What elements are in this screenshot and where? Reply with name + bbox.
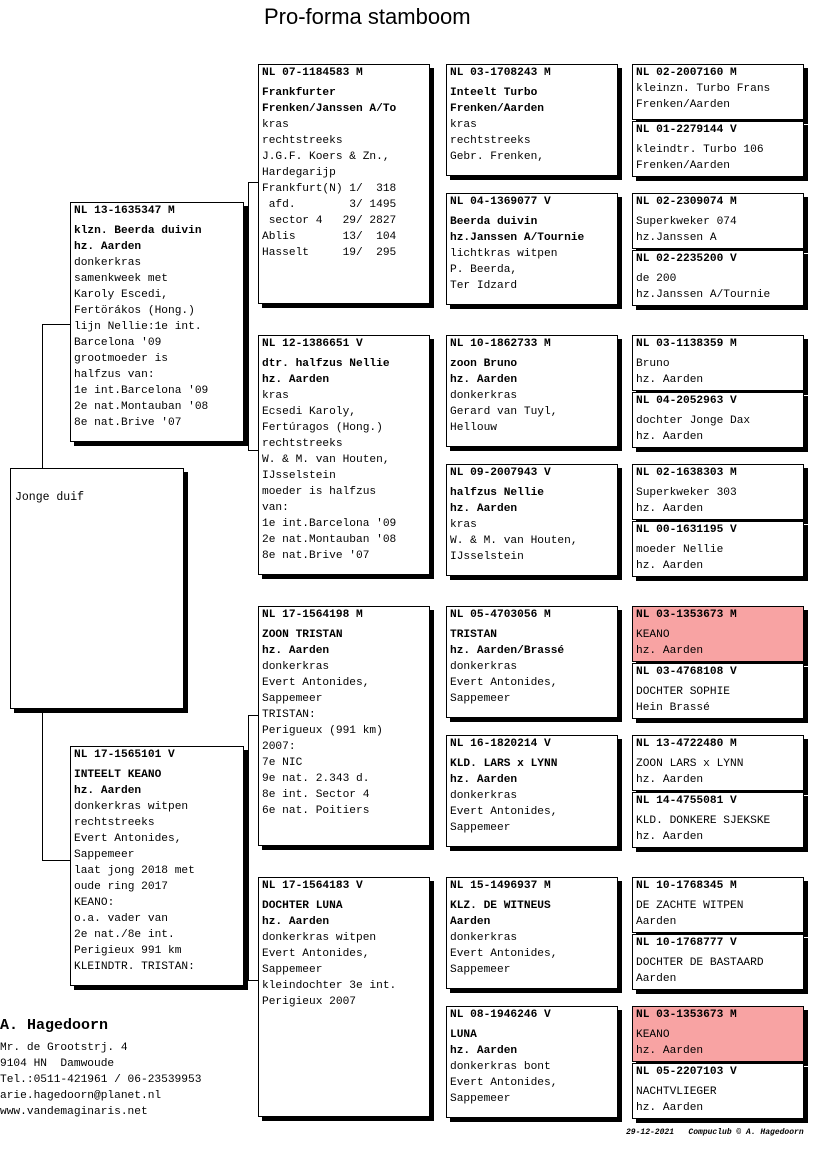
- g4-ring: NL 05-2207103 V: [636, 1066, 737, 1078]
- great-grandparent-box: [446, 464, 618, 576]
- g4-ring: NL 02-1638303 M: [636, 467, 737, 479]
- ggp-line: P. Beerda,: [450, 264, 518, 276]
- g4-ring: NL 14-4755081 V: [636, 795, 737, 807]
- g4-ring: NL 00-1631195 V: [636, 524, 737, 536]
- g4-ring: NL 04-2052963 V: [636, 395, 737, 407]
- grandparent-line: rechtstreeks: [262, 135, 343, 147]
- father-ring: NL 13-1635347 M: [74, 205, 175, 217]
- grandparent-box: [258, 64, 430, 304]
- g4-line: Hein Brassé: [636, 702, 710, 714]
- g4-bottom-box: [632, 792, 804, 848]
- connector-line: [248, 860, 249, 980]
- grandparent-line: Sappemeer: [262, 964, 323, 976]
- g4-ring: NL 03-1353673 M: [636, 1009, 737, 1021]
- grandparent-line: IJsselstein: [262, 470, 336, 482]
- g4-top-box: [632, 735, 804, 791]
- grandparent-line: hz. Aarden: [262, 645, 330, 657]
- grandparent-line: 9e nat. 2.343 d.: [262, 773, 370, 785]
- g4-bottom-box: [632, 521, 804, 577]
- ggp-line: Evert Antonides,: [450, 677, 558, 689]
- g4-line: KEANO: [636, 1029, 670, 1041]
- mother-line: Evert Antonides,: [74, 833, 182, 845]
- mother-ring: NL 17-1565101 V: [74, 749, 175, 761]
- great-grandparent-box: [446, 606, 618, 718]
- ggp-line: Gebr. Frenken,: [450, 151, 544, 163]
- ggp-line: Gerard van Tuyl,: [450, 406, 558, 418]
- ggp-line: TRISTAN: [450, 629, 497, 641]
- grandparent-line: Evert Antonides,: [262, 677, 370, 689]
- owner-block: [0, 1018, 201, 1120]
- father-line: Barcelona '09: [74, 337, 162, 349]
- g4-ring: NL 03-1138359 M: [636, 338, 737, 350]
- grandparent-line: donkerkras: [262, 661, 330, 673]
- connector-line: [42, 324, 43, 468]
- ggp-ring: NL 08-1946246 V: [450, 1009, 551, 1021]
- grandparent-line: hz. Aarden: [262, 916, 330, 928]
- young-bird-box: [10, 468, 184, 709]
- g4-top-box: [632, 64, 804, 120]
- g4-ring: NL 03-1353673 M: [636, 609, 737, 621]
- great-grandparent-box: [446, 735, 618, 847]
- grandparent-line: van:: [262, 502, 289, 514]
- g4-line: dochter Jonge Dax: [636, 415, 751, 427]
- grandparent-line: Hardegarijp: [262, 167, 336, 179]
- ggp-line: kras: [450, 119, 477, 131]
- ggp-ring: NL 03-1708243 M: [450, 67, 551, 79]
- grandparent-line: J.G.F. Koers & Zn.,: [262, 151, 390, 163]
- g4-ring: NL 01-2279144 V: [636, 124, 737, 136]
- grandparent-line: sector 4 29/ 2827: [262, 215, 397, 227]
- ggp-ring: NL 16-1820214 V: [450, 738, 551, 750]
- g4-ring: NL 13-4722480 M: [636, 738, 737, 750]
- mother-line: 2e nat./8e int.: [74, 929, 175, 941]
- grandparent-line: rechtstreeks: [262, 438, 343, 450]
- grandparent-box: [258, 877, 430, 1117]
- grandparent-line: 2007:: [262, 741, 296, 753]
- mother-line: hz. Aarden: [74, 785, 142, 797]
- grandparent-line: W. & M. van Houten,: [262, 454, 390, 466]
- grandparent-line: Ablis 13/ 104: [262, 231, 397, 243]
- ggp-line: rechtstreeks: [450, 135, 531, 147]
- g4-bottom-box: [632, 250, 804, 306]
- ggp-line: Evert Antonides,: [450, 806, 558, 818]
- ggp-line: Sappemeer: [450, 964, 511, 976]
- grandparent-line: 2e nat.Montauban '08: [262, 534, 397, 546]
- g4-line: hz.Janssen A/Tournie: [636, 289, 771, 301]
- g4-line: hz. Aarden: [636, 831, 704, 843]
- grandparent-ring: NL 07-1184583 M: [262, 67, 363, 79]
- grandparent-ring: NL 12-1386651 V: [262, 338, 363, 350]
- ggp-line: W. & M. van Houten,: [450, 535, 578, 547]
- father-line: donkerkras: [74, 257, 142, 269]
- ggp-line: Aarden: [450, 916, 491, 928]
- great-grandparent-box: [446, 335, 618, 447]
- g4-line: hz. Aarden: [636, 1102, 704, 1114]
- ggp-line: hz. Aarden: [450, 503, 518, 515]
- grandparent-line: 8e int. Sector 4: [262, 789, 370, 801]
- g4-line: moeder Nellie: [636, 544, 724, 556]
- g4-bottom-box: [632, 1063, 804, 1119]
- ggp-line: donkerkras: [450, 661, 518, 673]
- connector-line: [42, 713, 43, 860]
- connector-line: [248, 322, 249, 450]
- g4-line: Bruno: [636, 358, 670, 370]
- ggp-line: LUNA: [450, 1029, 477, 1041]
- grandparent-line: moeder is halfzus: [262, 486, 377, 498]
- g4-top-box-highlight: [632, 606, 804, 662]
- ggp-line: donkerkras: [450, 390, 518, 402]
- owner-website[interactable]: www.vandemaginaris.net: [0, 1106, 148, 1118]
- ggp-line: Sappemeer: [450, 1093, 511, 1105]
- g4-ring: NL 02-2007160 M: [636, 67, 737, 79]
- owner-name: A. Hagedoorn: [0, 1017, 109, 1034]
- mother-box: [70, 746, 244, 986]
- father-line: halfzus van:: [74, 369, 155, 381]
- owner-email[interactable]: arie.hagedoorn@planet.nl: [0, 1090, 162, 1102]
- g4-line: hz.Janssen A: [636, 232, 717, 244]
- mother-line: INTEELT KEANO: [74, 769, 162, 781]
- mother-line: KEANO:: [74, 897, 115, 909]
- grandparent-box: [258, 335, 430, 575]
- ggp-ring: NL 05-4703056 M: [450, 609, 551, 621]
- mother-line: laat jong 2018 met: [74, 865, 195, 877]
- connector-line: [248, 715, 249, 860]
- ggp-ring: NL 04-1369077 V: [450, 196, 551, 208]
- grandparent-line: Perigieux 2007: [262, 996, 356, 1008]
- father-line: 1e int.Barcelona '09: [74, 385, 209, 397]
- g4-top-box: [632, 464, 804, 520]
- mother-line: rechtstreeks: [74, 817, 155, 829]
- g4-line: Aarden: [636, 973, 677, 985]
- ggp-line: hz. Aarden: [450, 374, 518, 386]
- grandparent-line: 7e NIC: [262, 757, 303, 769]
- connector-line: [42, 860, 70, 861]
- g4-line: de 200: [636, 273, 677, 285]
- grandparent-line: afd. 3/ 1495: [262, 199, 397, 211]
- g4-line: Frenken/Aarden: [636, 160, 730, 172]
- grandparent-line: Fertúragos (Hong.): [262, 422, 383, 434]
- ggp-line: lichtkras witpen: [450, 248, 558, 260]
- g4-line: hz. Aarden: [636, 645, 704, 657]
- ggp-line: donkerkras bont: [450, 1061, 551, 1073]
- ggp-line: KLD. LARS x LYNN: [450, 758, 558, 770]
- mother-line: Sappemeer: [74, 849, 135, 861]
- father-line: Fertörákos (Hong.): [74, 305, 195, 317]
- grandparent-line: 1e int.Barcelona '09: [262, 518, 397, 530]
- connector-line: [248, 715, 258, 716]
- grandparent-line: 8e nat.Brive '07: [262, 550, 370, 562]
- grandparent-line: Frenken/Janssen A/To: [262, 103, 397, 115]
- g4-ring: NL 10-1768345 M: [636, 880, 737, 892]
- g4-ring: NL 02-2235200 V: [636, 253, 737, 265]
- grandparent-ring: NL 17-1564198 M: [262, 609, 363, 621]
- g4-line: DE ZACHTE WITPEN: [636, 900, 744, 912]
- owner-address: Mr. de Grootstrj. 4: [0, 1042, 128, 1054]
- g4-bottom-box: [632, 392, 804, 448]
- owner-phone: Tel.:0511-421961 / 06-23539953: [0, 1074, 202, 1086]
- ggp-ring: NL 09-2007943 V: [450, 467, 551, 479]
- g4-top-box-highlight: [632, 1006, 804, 1062]
- grandparent-line: Frankfurt(N) 1/ 318: [262, 183, 397, 195]
- ggp-ring: NL 10-1862733 M: [450, 338, 551, 350]
- ggp-line: Evert Antonides,: [450, 948, 558, 960]
- g4-line: hz. Aarden: [636, 374, 704, 386]
- g4-line: hz. Aarden: [636, 774, 704, 786]
- ggp-line: IJsselstein: [450, 551, 524, 563]
- g4-top-box: [632, 193, 804, 249]
- g4-line: DOCHTER DE BASTAARD: [636, 957, 764, 969]
- owner-postcode: 9104 HN Damwoude: [0, 1058, 115, 1070]
- father-line: 8e nat.Brive '07: [74, 417, 182, 429]
- g4-line: hz. Aarden: [636, 503, 704, 515]
- father-line: grootmoeder is: [74, 353, 168, 365]
- grandparent-line: TRISTAN:: [262, 709, 316, 721]
- g4-line: Frenken/Aarden: [636, 99, 730, 111]
- g4-ring: NL 03-4768108 V: [636, 666, 737, 678]
- grandparent-line: Ecsedi Karoly,: [262, 406, 356, 418]
- ggp-line: hz. Aarden: [450, 774, 518, 786]
- ggp-line: halfzus Nellie: [450, 487, 544, 499]
- grandparent-line: DOCHTER LUNA: [262, 900, 343, 912]
- grandparent-line: Sappemeer: [262, 693, 323, 705]
- father-line: samenkweek met: [74, 273, 168, 285]
- footer-credit: 29-12-2021 Compuclub © A. Hagedoorn: [626, 1128, 804, 1137]
- father-line: hz. Aarden: [74, 241, 142, 253]
- grandparent-line: dtr. halfzus Nellie: [262, 358, 390, 370]
- ggp-line: hz.Janssen A/Tournie: [450, 232, 585, 244]
- young-bird-label: Jonge duif: [15, 491, 85, 504]
- grandparent-line: kras: [262, 390, 289, 402]
- father-line: lijn Nellie:1e int.: [74, 321, 202, 333]
- connector-line: [248, 980, 258, 981]
- mother-line: KLEINDTR. TRISTAN:: [74, 961, 195, 973]
- connector-line: [42, 324, 70, 325]
- ggp-line: hz. Aarden/Brassé: [450, 645, 565, 657]
- father-line: Karoly Escedi,: [74, 289, 168, 301]
- father-box: [70, 202, 244, 442]
- g4-top-box: [632, 877, 804, 933]
- ggp-line: Hellouw: [450, 422, 497, 434]
- g4-line: ZOON LARS x LYNN: [636, 758, 744, 770]
- g4-line: kleinzn. Turbo Frans: [636, 83, 771, 95]
- g4-line: hz. Aarden: [636, 431, 704, 443]
- g4-ring: NL 02-2309074 M: [636, 196, 737, 208]
- ggp-line: hz. Aarden: [450, 1045, 518, 1057]
- ggp-line: Beerda duivin: [450, 216, 538, 228]
- great-grandparent-box: [446, 193, 618, 305]
- father-line: 2e nat.Montauban '08: [74, 401, 209, 413]
- grandparent-line: donkerkras witpen: [262, 932, 377, 944]
- g4-bottom-box: [632, 663, 804, 719]
- ggp-line: Sappemeer: [450, 693, 511, 705]
- g4-line: Superkweker 074: [636, 216, 737, 228]
- g4-line: NACHTVLIEGER: [636, 1086, 717, 1098]
- mother-line: oude ring 2017: [74, 881, 168, 893]
- connector-line: [248, 450, 258, 451]
- ggp-line: donkerkras: [450, 932, 518, 944]
- grandparent-line: Hasselt 19/ 295: [262, 247, 397, 259]
- father-line: klzn. Beerda duivin: [74, 225, 202, 237]
- great-grandparent-box: [446, 877, 618, 989]
- grandparent-line: kleindochter 3e int.: [262, 980, 397, 992]
- ggp-ring: NL 15-1496937 M: [450, 880, 551, 892]
- g4-line: Superkweker 303: [636, 487, 737, 499]
- mother-line: o.a. vader van: [74, 913, 168, 925]
- grandparent-line: 6e nat. Poitiers: [262, 805, 370, 817]
- g4-line: hz. Aarden: [636, 560, 704, 572]
- ggp-line: kras: [450, 519, 477, 531]
- ggp-line: zoon Bruno: [450, 358, 518, 370]
- g4-bottom-box: [632, 934, 804, 990]
- mother-line: Perigieux 991 km: [74, 945, 182, 957]
- ggp-line: Sappemeer: [450, 822, 511, 834]
- grandparent-line: Evert Antonides,: [262, 948, 370, 960]
- g4-line: hz. Aarden: [636, 1045, 704, 1057]
- g4-line: KLD. DONKERE SJEKSKE: [636, 815, 771, 827]
- mother-line: donkerkras witpen: [74, 801, 189, 813]
- ggp-line: Inteelt Turbo: [450, 87, 538, 99]
- ggp-line: KLZ. DE WITNEUS: [450, 900, 551, 912]
- g4-line: KEANO: [636, 629, 670, 641]
- grandparent-box: [258, 606, 430, 846]
- grandparent-line: hz. Aarden: [262, 374, 330, 386]
- g4-line: kleindtr. Turbo 106: [636, 144, 764, 156]
- grandparent-line: Perigueux (991 km): [262, 725, 383, 737]
- grandparent-line: ZOON TRISTAN: [262, 629, 343, 641]
- great-grandparent-box: [446, 64, 618, 176]
- great-grandparent-box: [446, 1006, 618, 1118]
- ggp-line: Ter Idzard: [450, 280, 518, 292]
- grandparent-line: Frankfurter: [262, 87, 336, 99]
- g4-line: DOCHTER SOPHIE: [636, 686, 730, 698]
- g4-ring: NL 10-1768777 V: [636, 937, 737, 949]
- g4-bottom-box: [632, 121, 804, 177]
- ggp-line: donkerkras: [450, 790, 518, 802]
- g4-line: Aarden: [636, 916, 677, 928]
- page-title: Pro-forma stamboom: [264, 4, 471, 29]
- ggp-line: Frenken/Aarden: [450, 103, 544, 115]
- g4-top-box: [632, 335, 804, 391]
- ggp-line: Evert Antonides,: [450, 1077, 558, 1089]
- grandparent-line: kras: [262, 119, 289, 131]
- grandparent-ring: NL 17-1564183 V: [262, 880, 363, 892]
- connector-line: [248, 182, 249, 322]
- connector-line: [248, 182, 258, 183]
